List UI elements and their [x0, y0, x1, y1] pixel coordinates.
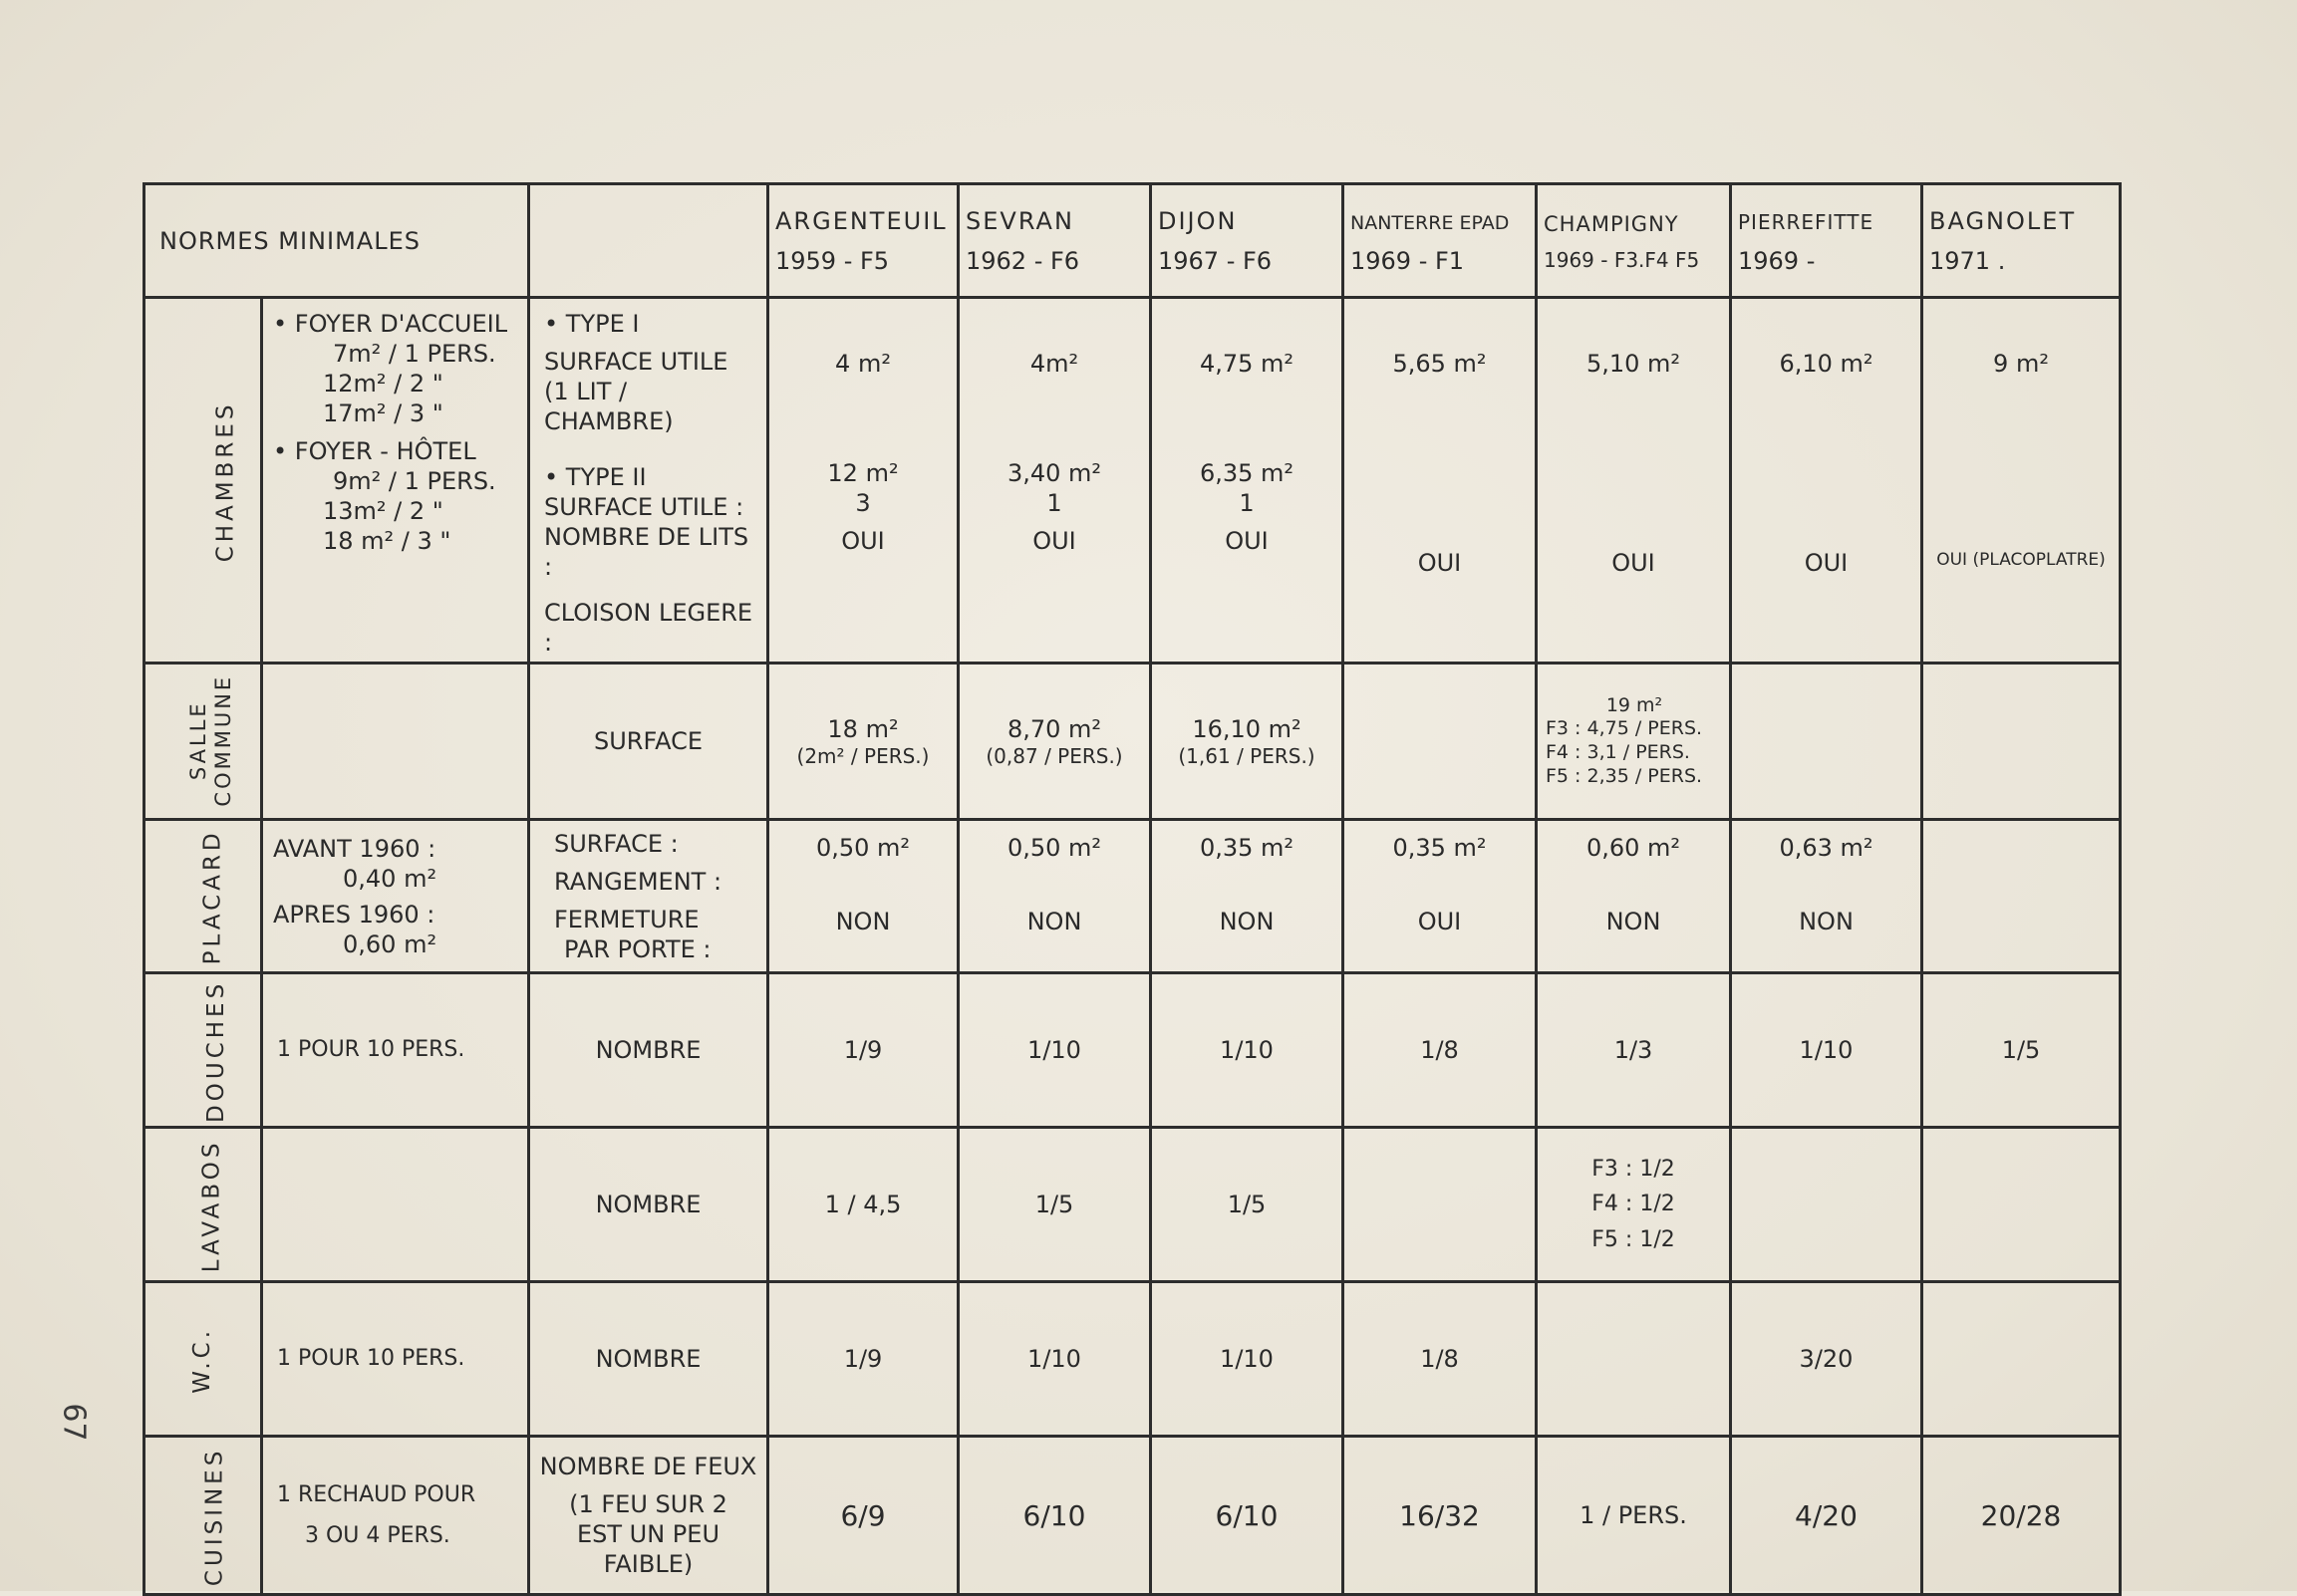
- city-name: SEVRAN: [966, 206, 1074, 235]
- row-label-text: LAVABOS: [198, 1139, 225, 1272]
- chambres-cell-1: [959, 298, 1151, 664]
- value: 1/10: [1027, 1036, 1081, 1064]
- chambres-cell-6: [1922, 298, 2121, 664]
- value: 4 m²: [835, 350, 891, 378]
- value: 3: [855, 489, 871, 517]
- value-line: F4 : 3,1 / PERS.: [1546, 741, 1690, 763]
- criteria-line: NOMBRE DE LITS :: [544, 523, 749, 581]
- label-line: COMMUNE: [211, 674, 236, 807]
- criterion: NOMBRE: [595, 1191, 702, 1218]
- norms-table: [143, 182, 2122, 1596]
- wc-cell-3: [1343, 1282, 1537, 1437]
- douches-cell-5: [1731, 973, 1922, 1128]
- value: 19 m²: [1605, 693, 1663, 716]
- lavabos-cell-2: [1151, 1128, 1343, 1282]
- wc-cell-6: [1922, 1282, 2121, 1437]
- lavabos-cell-1: [959, 1128, 1151, 1282]
- city-year: 1967 - F6: [1158, 246, 1273, 275]
- cuisines-criteria: [529, 1437, 768, 1595]
- placard-norms: [262, 820, 529, 973]
- value-sub: (1,61 / PERS.): [1178, 743, 1315, 768]
- page-number: 67: [56, 1403, 92, 1442]
- salle-cell-3: [1343, 664, 1537, 820]
- col-header-3: [1343, 184, 1537, 298]
- cuisines-cell-6: [1922, 1437, 2121, 1595]
- value-sub: [1546, 717, 1723, 788]
- lavabos-norm: [262, 1128, 529, 1282]
- douches-cell-2: [1151, 973, 1343, 1128]
- value: OUI: [1611, 549, 1655, 577]
- value: NON: [1026, 908, 1082, 935]
- criteria-line: EST UN PEU: [576, 1520, 720, 1548]
- value-line: F5 : 2,35 / PERS.: [1546, 764, 1703, 787]
- placard-cell-6: [1922, 820, 2121, 973]
- value: 4,75 m²: [1199, 350, 1294, 378]
- city-name: CHAMPIGNY: [1544, 212, 1679, 236]
- chambres-cell-5: [1731, 298, 1922, 664]
- criteria-line: FERMETURE: [554, 905, 700, 933]
- row-cuisines: [144, 1437, 2121, 1595]
- value: 3,40 m²: [1006, 459, 1102, 487]
- criteria-line: FAIBLE): [603, 1550, 694, 1578]
- value-line: F3 : 4,75 / PERS.: [1546, 717, 1703, 740]
- value: 3/20: [1799, 1345, 1854, 1373]
- value: NON: [1605, 908, 1661, 935]
- value: 1: [1239, 489, 1255, 517]
- row-salle-commune: [144, 664, 2121, 820]
- city-year: 1969 - F3.F4 F5: [1544, 248, 1700, 272]
- criterion: NOMBRE: [595, 1036, 702, 1064]
- norm-line: • FOYER - HÔTEL: [273, 437, 476, 465]
- row-label-text: [186, 674, 236, 807]
- value: OUI: [1225, 527, 1269, 555]
- city-year: 1962 - F6: [966, 246, 1080, 275]
- norm-line: 18 m² / 3 ": [323, 527, 451, 555]
- value: 16,10 m²: [1192, 714, 1301, 743]
- row-label-salle: [144, 664, 262, 820]
- value-sub: (0,87 / PERS.): [986, 743, 1123, 768]
- criteria-line: SURFACE UTILE: [544, 348, 728, 376]
- criteria-line: SURFACE UTILE :: [544, 493, 744, 521]
- salle-cell-6: [1922, 664, 2121, 820]
- placard-criteria: [529, 820, 768, 973]
- value: 0,63 m²: [1779, 834, 1873, 862]
- row-label-text: CUISINES: [201, 1447, 228, 1586]
- row-label-cuisines: [144, 1437, 262, 1595]
- norm-line: 7m² / 1 PERS.: [333, 340, 496, 368]
- value: 1/9: [843, 1345, 883, 1373]
- value: 0,50 m²: [815, 834, 911, 862]
- city-year: 1959 - F5: [775, 246, 890, 275]
- douches-cell-0: [768, 973, 959, 1128]
- cuisines-cell-1: [959, 1437, 1151, 1595]
- chambres-cell-2: [1151, 298, 1343, 664]
- value: OUI (PLACOPLATRE): [1936, 550, 2106, 570]
- chambres-cell-4: [1537, 298, 1731, 664]
- value: 1/10: [1027, 1345, 1081, 1373]
- norm: 1 POUR 10 PERS.: [277, 1037, 465, 1063]
- row-label-placard: [144, 820, 262, 973]
- wc-cell-2: [1151, 1282, 1343, 1437]
- douches-cell-1: [959, 973, 1151, 1128]
- row-label-chambres: [144, 298, 262, 664]
- value: 6/9: [840, 1498, 886, 1532]
- norm-line: APRES 1960 :: [273, 900, 435, 929]
- value: 12 m²: [827, 459, 899, 487]
- value: 9 m²: [1993, 350, 2049, 378]
- value: OUI: [1417, 908, 1462, 935]
- norm-line: • FOYER D'ACCUEIL: [273, 310, 508, 338]
- row-label-text: DOUCHES: [203, 979, 230, 1123]
- criteria-line: SURFACE :: [554, 829, 679, 858]
- cuisines-cell-2: [1151, 1437, 1343, 1595]
- value-line: F3 : 1/2: [1591, 1157, 1675, 1183]
- row-label-lavabos: [144, 1128, 262, 1282]
- norm-line: 0,60 m²: [343, 930, 437, 958]
- city-year: 1969 - F1: [1350, 246, 1465, 275]
- value: NON: [1219, 908, 1275, 935]
- value: 1: [1046, 489, 1062, 517]
- placard-cell-2: [1151, 820, 1343, 973]
- lavabos-cell-6: [1922, 1128, 2121, 1282]
- value: 0,50 m²: [1006, 834, 1102, 862]
- value: 1/10: [1220, 1345, 1274, 1373]
- criteria-line: (1 LIT / CHAMBRE): [544, 378, 674, 435]
- value: 1/5: [1034, 1191, 1074, 1218]
- placard-cell-0: [768, 820, 959, 973]
- cuisines-norm: [262, 1437, 529, 1595]
- douches-criterion: [529, 973, 768, 1128]
- col-header-4: [1537, 184, 1731, 298]
- lavabos-cell-3: [1343, 1128, 1537, 1282]
- chambres-norms: [262, 298, 529, 664]
- value: 5,65 m²: [1392, 350, 1487, 378]
- header-blank: [529, 184, 768, 298]
- criteria-line: CLOISON LEGERE :: [544, 599, 753, 657]
- salle-norm: [262, 664, 529, 820]
- col-header-1: [959, 184, 1151, 298]
- wc-norm: [262, 1282, 529, 1437]
- placard-cell-5: [1731, 820, 1922, 973]
- lavabos-cell-5: [1731, 1128, 1922, 1282]
- value: 1 / 4,5: [824, 1191, 902, 1218]
- col-header-2: [1151, 184, 1343, 298]
- value: 1 / PERS.: [1579, 1501, 1687, 1529]
- criterion: SURFACE: [594, 727, 703, 755]
- col-header-5: [1731, 184, 1922, 298]
- value: 1/5: [2001, 1036, 2041, 1064]
- criteria-line: (1 FEU SUR 2: [569, 1490, 727, 1518]
- row-label-douches: [144, 973, 262, 1128]
- value-sub: (2m² / PERS.): [796, 743, 930, 768]
- norm-line: AVANT 1960 :: [273, 834, 436, 863]
- value: [1544, 1152, 1723, 1257]
- douches-cell-6: [1922, 973, 2121, 1128]
- norm-line: 13m² / 2 ": [323, 497, 443, 525]
- city-name: BAGNOLET: [1929, 206, 2077, 235]
- norm: 1 POUR 10 PERS.: [277, 1346, 465, 1372]
- douches-norm: [262, 973, 529, 1128]
- norm-line: 17m² / 3 ": [323, 399, 443, 427]
- value: 0,60 m²: [1585, 834, 1681, 862]
- douches-cell-3: [1343, 973, 1537, 1128]
- value: 6/10: [1215, 1498, 1279, 1532]
- placard-cell-3: [1343, 820, 1537, 973]
- criteria-line: RANGEMENT :: [554, 867, 722, 896]
- header-row: [144, 184, 2121, 298]
- value: 6,10 m²: [1779, 350, 1873, 378]
- value: 1/3: [1613, 1036, 1653, 1064]
- norm-line: 1 RECHAUD POUR: [277, 1481, 476, 1507]
- value: 8,70 m²: [1006, 714, 1102, 743]
- value: 20/28: [1980, 1498, 2062, 1532]
- city-name: NANTERRE EPAD: [1350, 211, 1510, 234]
- value: 4/20: [1795, 1498, 1858, 1532]
- value: 1/10: [1799, 1036, 1854, 1064]
- value: 16/32: [1399, 1498, 1480, 1532]
- value-line: F5 : 1/2: [1591, 1226, 1675, 1252]
- chambres-cell-0: [768, 298, 959, 664]
- chambres-cell-3: [1343, 298, 1537, 664]
- city-year: 1971 .: [1929, 246, 2006, 275]
- criteria-line: • TYPE I: [544, 310, 640, 338]
- value: 4m²: [1029, 350, 1079, 378]
- value: 1/8: [1420, 1036, 1459, 1064]
- criteria-line: • TYPE II: [544, 463, 647, 491]
- row-wc: [144, 1282, 2121, 1437]
- row-lavabos: [144, 1128, 2121, 1282]
- row-label-wc: [144, 1282, 262, 1437]
- corner-header: [144, 184, 529, 298]
- salle-cell-1: [959, 664, 1151, 820]
- row-placard: [144, 820, 2121, 973]
- city-name: ARGENTEUIL: [775, 206, 948, 235]
- value: 1/9: [843, 1036, 883, 1064]
- douches-cell-4: [1537, 973, 1731, 1128]
- cuisines-cell-0: [768, 1437, 959, 1595]
- value: 18 m²: [827, 714, 899, 743]
- criteria-line: NOMBRE DE FEUX: [539, 1453, 757, 1480]
- row-douches: [144, 973, 2121, 1128]
- city-year: 1969 -: [1738, 246, 1816, 275]
- wc-cell-5: [1731, 1282, 1922, 1437]
- lavabos-cell-0: [768, 1128, 959, 1282]
- wc-cell-4: [1537, 1282, 1731, 1437]
- lavabos-criterion: [529, 1128, 768, 1282]
- value: NON: [1799, 908, 1854, 935]
- row-label-text: W.C.: [189, 1326, 216, 1394]
- wc-cell-1: [959, 1282, 1151, 1437]
- label-line: SALLE: [186, 700, 211, 781]
- salle-cell-2: [1151, 664, 1343, 820]
- col-header-0: [768, 184, 959, 298]
- placard-cell-4: [1537, 820, 1731, 973]
- salle-cell-0: [768, 664, 959, 820]
- norm-line: 9m² / 1 PERS.: [333, 467, 496, 495]
- value: NON: [835, 908, 891, 935]
- row-chambres: [144, 298, 2121, 664]
- value: OUI: [1804, 549, 1849, 577]
- value: 0,35 m²: [1392, 834, 1487, 862]
- cuisines-cell-4: [1537, 1437, 1731, 1595]
- lavabos-cell-4: [1537, 1128, 1731, 1282]
- chambres-criteria: [529, 298, 768, 664]
- wc-criterion: [529, 1282, 768, 1437]
- city-name: PIERREFITTE: [1738, 209, 1874, 234]
- row-label-text: PLACARD: [199, 829, 226, 965]
- value: 0,35 m²: [1199, 834, 1294, 862]
- value: 1/8: [1420, 1345, 1459, 1373]
- cuisines-cell-3: [1343, 1437, 1537, 1595]
- norm-line: 0,40 m²: [343, 864, 437, 893]
- value: 6/10: [1022, 1498, 1086, 1532]
- wc-cell-0: [768, 1282, 959, 1437]
- value: OUI: [1032, 527, 1076, 555]
- norm-line: 12m² / 2 ": [323, 370, 443, 398]
- value: 1/5: [1227, 1191, 1267, 1218]
- corner-title: NORMES MINIMALES: [159, 226, 421, 255]
- value: 1/10: [1220, 1036, 1274, 1064]
- placard-cell-1: [959, 820, 1151, 973]
- criterion: NOMBRE: [595, 1345, 702, 1373]
- salle-cell-5: [1731, 664, 1922, 820]
- row-label-text: CHAMBRES: [212, 400, 239, 562]
- criteria-line: PAR PORTE :: [564, 934, 712, 963]
- salle-criterion: [529, 664, 768, 820]
- value: 6,35 m²: [1199, 459, 1294, 487]
- salle-cell-4: [1537, 664, 1731, 820]
- value: OUI: [841, 527, 885, 555]
- city-name: DIJON: [1158, 206, 1238, 235]
- value: OUI: [1417, 549, 1462, 577]
- value-line: F4 : 1/2: [1591, 1192, 1675, 1217]
- cuisines-cell-5: [1731, 1437, 1922, 1595]
- value: 5,10 m²: [1585, 350, 1681, 378]
- norm-line: 3 OU 4 PERS.: [305, 1523, 450, 1548]
- col-header-6: [1922, 184, 2121, 298]
